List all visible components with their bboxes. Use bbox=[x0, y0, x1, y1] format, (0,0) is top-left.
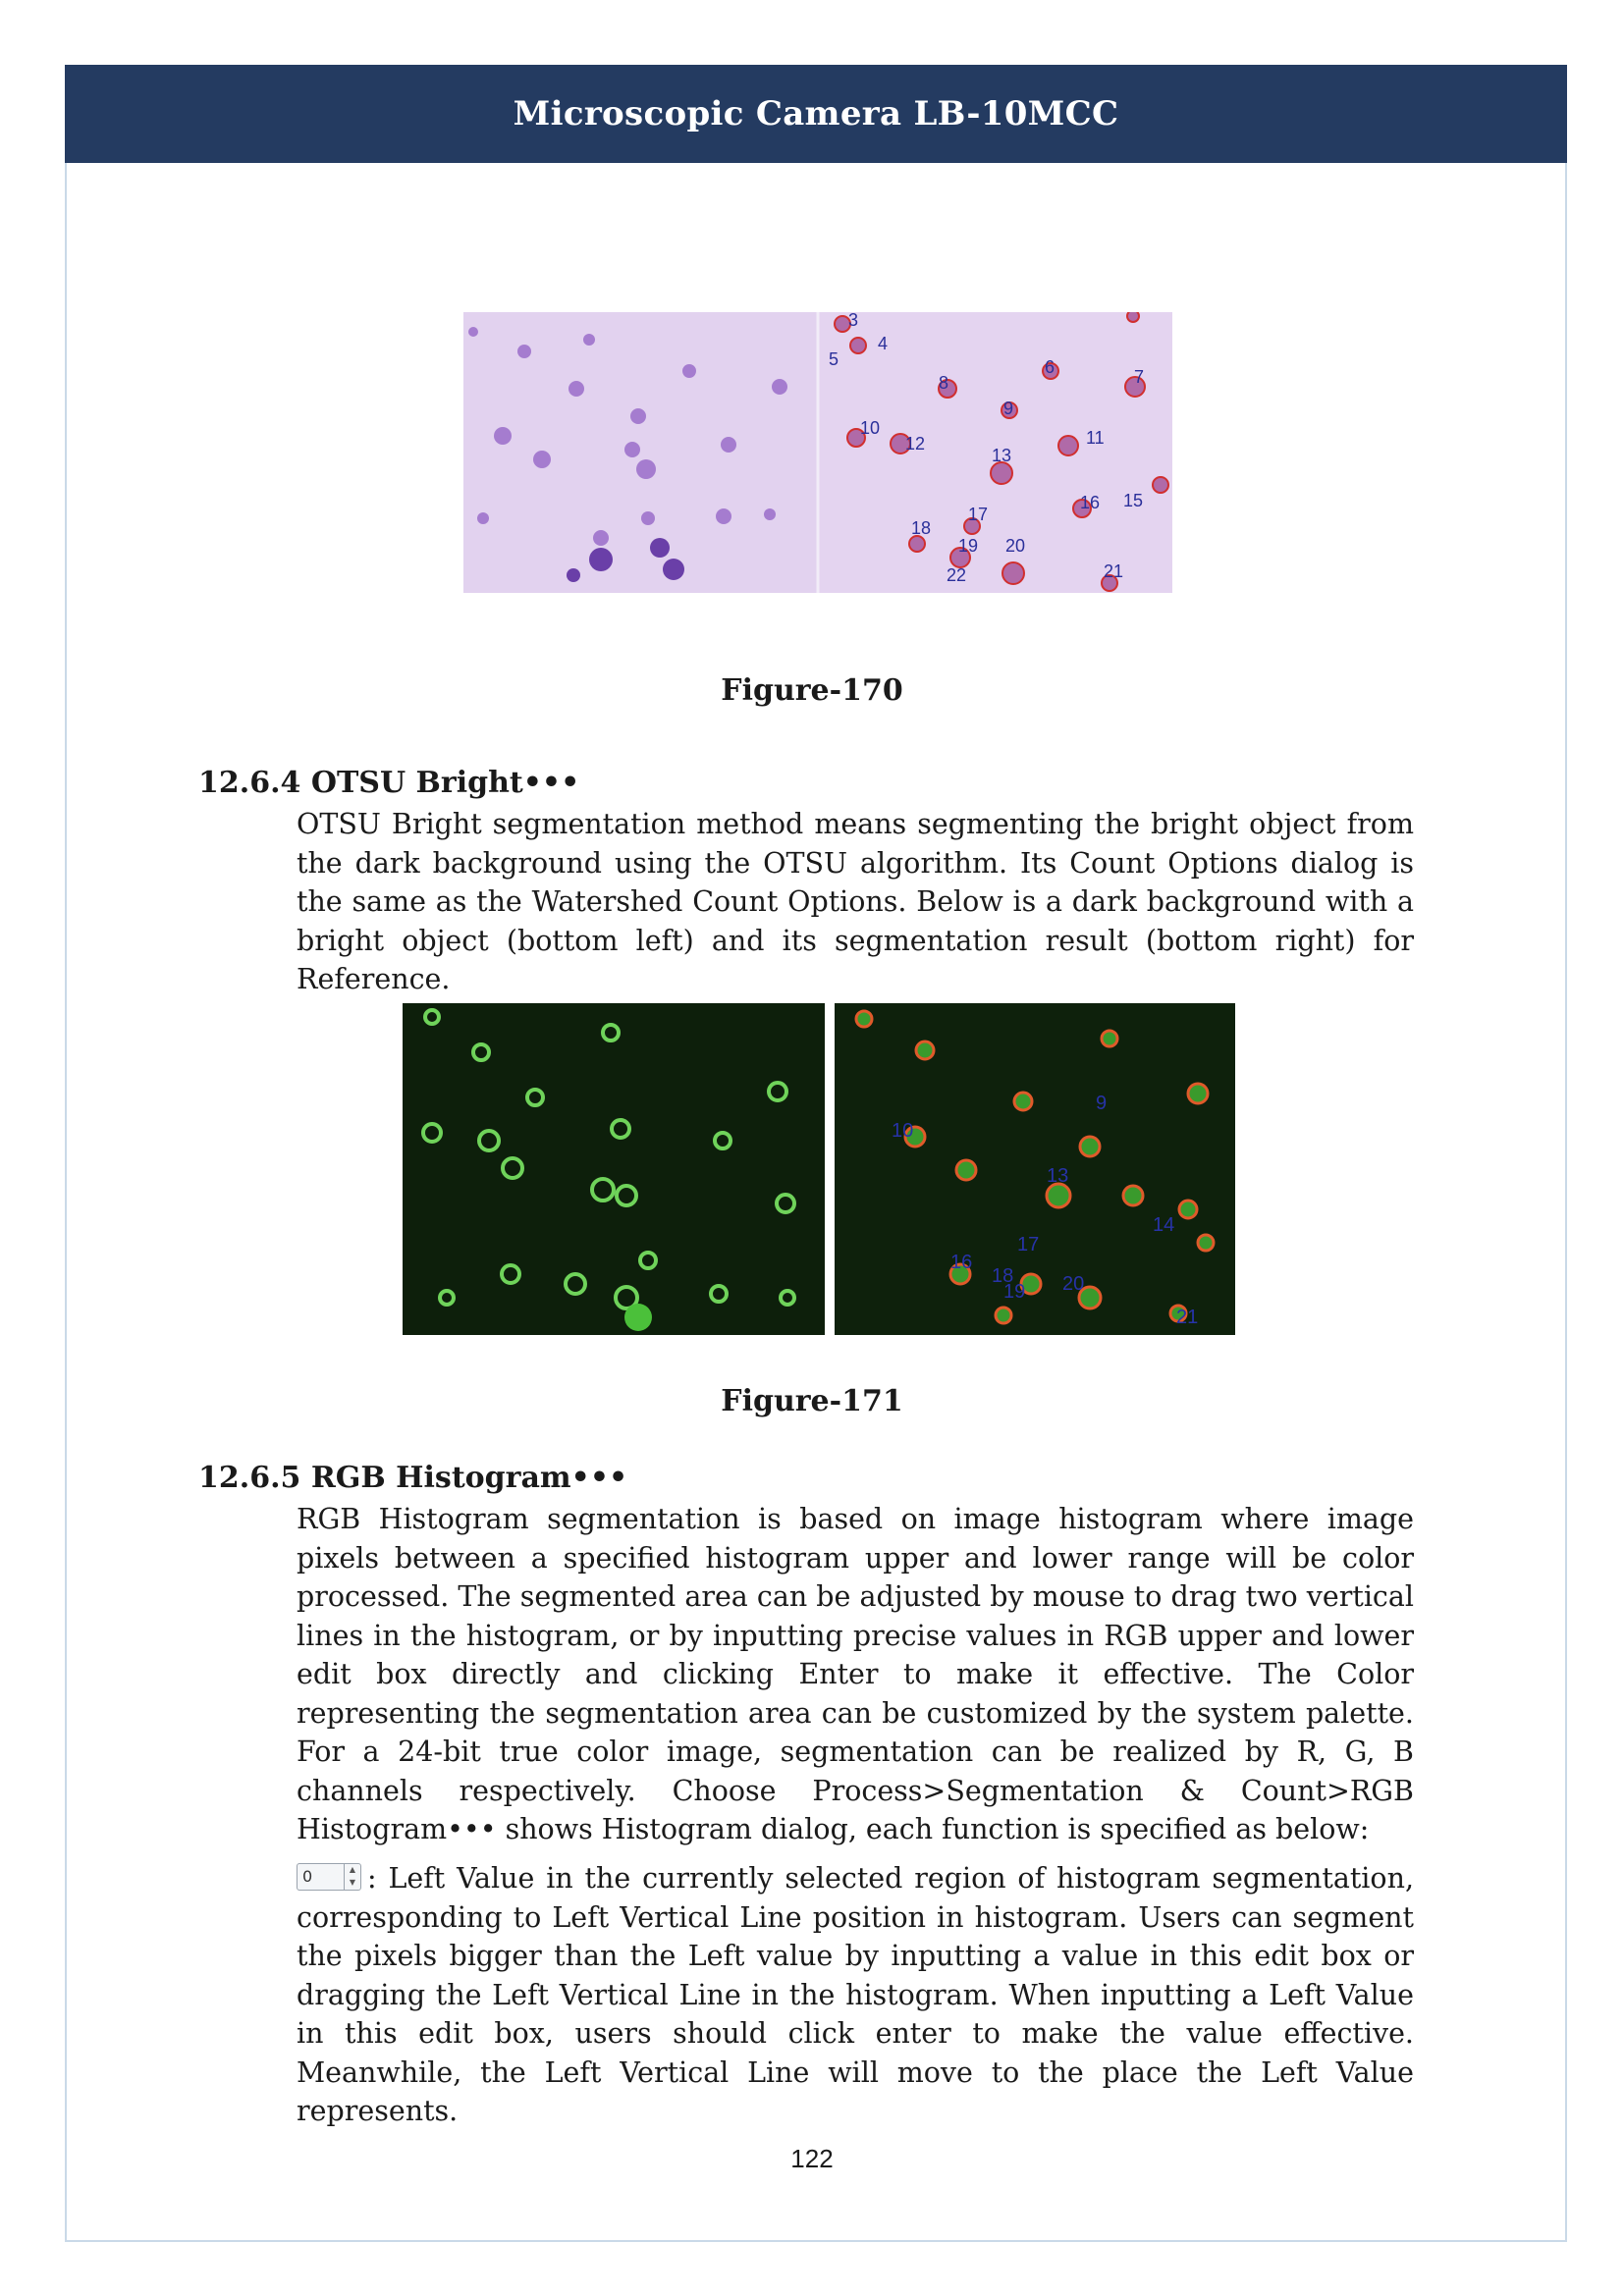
cell-label: 17 bbox=[1017, 1234, 1040, 1255]
cell-label: 12 bbox=[905, 434, 926, 454]
figure-170-image bbox=[463, 312, 1172, 593]
figure-171-image bbox=[403, 1003, 1235, 1335]
cell-label: 10 bbox=[860, 418, 881, 438]
cell-label: 18 bbox=[911, 518, 932, 538]
cell-label: 9 bbox=[1003, 399, 1014, 418]
cell-label: 6 bbox=[1045, 357, 1056, 377]
cell-label: 4 bbox=[878, 334, 889, 353]
cell-label: 18 bbox=[992, 1265, 1014, 1287]
chevron-up-icon: ▲ bbox=[349, 1864, 356, 1874]
cell-label: 13 bbox=[1047, 1165, 1069, 1187]
cell-label: 21 bbox=[1176, 1307, 1199, 1328]
cell-label: 10 bbox=[892, 1120, 914, 1142]
cell-label: 21 bbox=[1104, 561, 1124, 581]
section-heading-otsu: 12.6.4 OTSU Bright••• bbox=[198, 766, 580, 800]
cell-label: 22 bbox=[947, 565, 967, 585]
cell-label: 13 bbox=[992, 446, 1012, 465]
page-header bbox=[65, 65, 1567, 163]
cell-label: 19 bbox=[1003, 1281, 1026, 1303]
cell-label: 17 bbox=[968, 505, 989, 524]
cell-label: 16 bbox=[950, 1252, 973, 1273]
cell-label: 19 bbox=[958, 536, 979, 556]
left-value-text: : Left Value in the currently selected region of histogram segmentation, corresponding to Left Vertical Line position in histogram. Users can segment the pixels bigger than the Left value by inputting a value in this edit box or dragging the Left Vertical Line in the histogram. When inputting a Left Value in this edit box, users should click enter to make the value effective. Meanwhile, the Left Vertical Line will move to the place the Left Value represents. bbox=[297, 1862, 1414, 2127]
figure-170-caption: Figure-170 bbox=[721, 673, 903, 708]
rgb-histogram-paragraph: RGB Histogram segmentation is based on image histogram where image pixels between a specified histogram upper and lower range will be color processed. The segmented area can be adjusted by mouse to drag two vertical lines in the histogram, or by inputting precise values in RGB upper and lower edit box directly and clicking Enter to make it effective. The Color representing the segmentation area can be customized by the system palette. For a 24-bit true color image, segmentation can be realized by R, G, B channels respectively. Choose Process>Segmentation & Count>RGB Histogram••• shows Histogram dialog, each function is specified as below: bbox=[297, 1503, 1414, 1845]
cell-label: 14 bbox=[1153, 1214, 1175, 1236]
page-number: 122 bbox=[790, 2144, 834, 2173]
otsu-paragraph: OTSU Bright segmentation method means segmenting the bright object from the dark background using the OTSU algorithm. Its Count Options dialog is the same as the Watershed Count Options. Below is a dark background with a bright object (bottom left) and its segmentation result (bottom right) for Reference. bbox=[297, 808, 1414, 995]
spinbox-value: 0 bbox=[302, 1866, 313, 1886]
header-title: Microscopic Camera LB-10MCC bbox=[513, 94, 1119, 133]
cell-label: 5 bbox=[829, 349, 839, 369]
cell-label: 3 bbox=[848, 312, 859, 330]
spinbox-arrows bbox=[344, 1864, 360, 1890]
figure-171-caption: Figure-171 bbox=[721, 1384, 903, 1418]
chevron-down-icon: ▼ bbox=[349, 1877, 356, 1887]
cell-label: 15 bbox=[1123, 491, 1144, 510]
cell-label: 9 bbox=[1096, 1093, 1108, 1114]
section-heading-rgb-histogram: 12.6.5 RGB Histogram••• bbox=[198, 1461, 628, 1495]
cell-label: 7 bbox=[1134, 367, 1145, 387]
cell-label: 8 bbox=[939, 373, 949, 393]
cell-label: 20 bbox=[1005, 536, 1026, 556]
cell-label: 16 bbox=[1080, 493, 1101, 512]
left-value-spinbox bbox=[297, 1863, 361, 1891]
cell-label: 11 bbox=[1086, 428, 1105, 448]
left-value-paragraph bbox=[297, 1859, 1414, 2131]
cell-label: 20 bbox=[1062, 1273, 1085, 1295]
